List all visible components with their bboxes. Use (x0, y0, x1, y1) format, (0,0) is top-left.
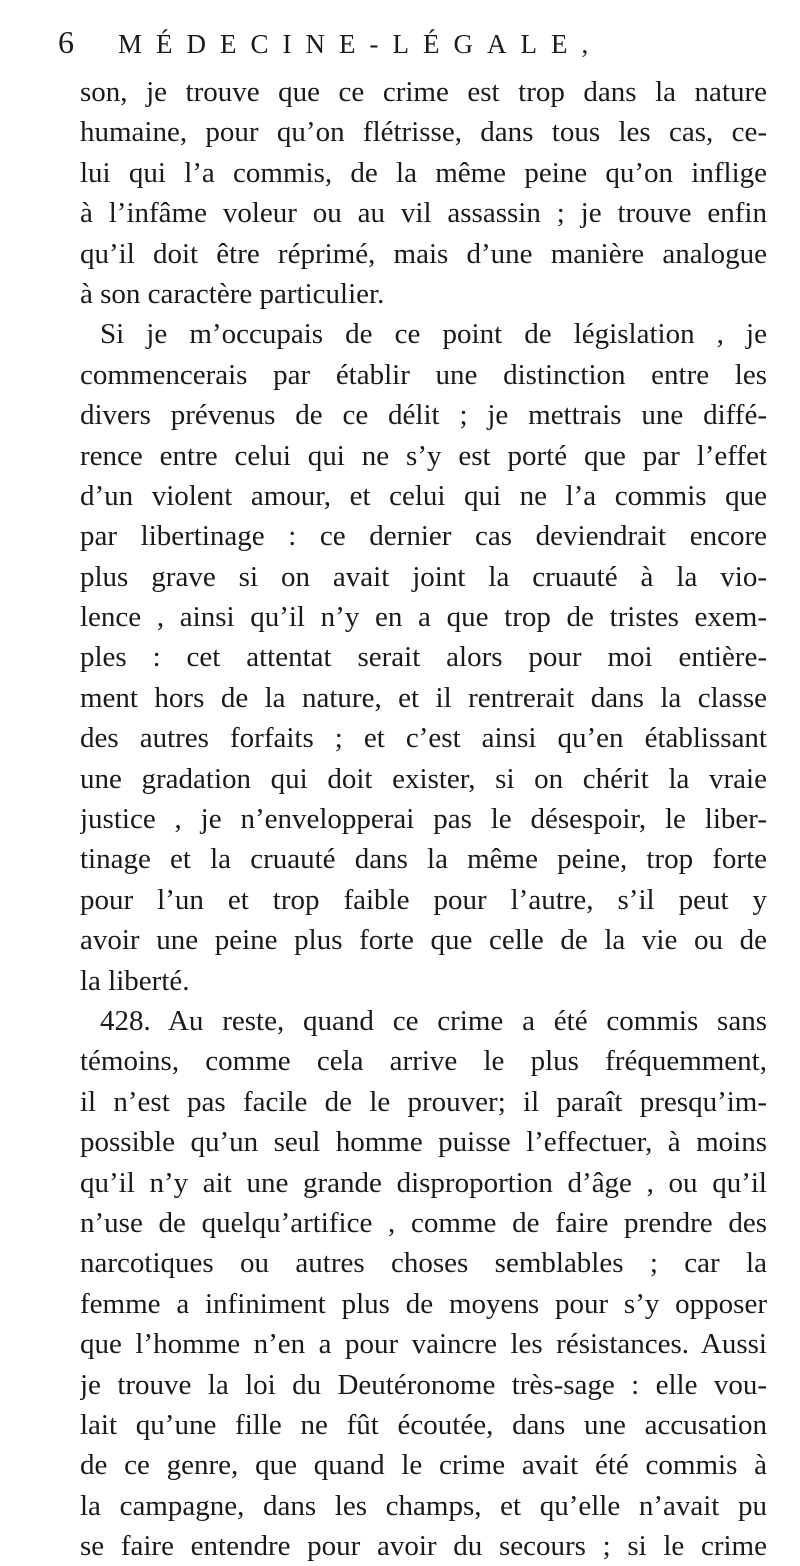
text-line: une gradation qui doit exister, si on chérit la vraie (80, 762, 767, 795)
text-line: 428. Au reste, quand ce crime a été commis sans (100, 1004, 767, 1037)
text-line: humaine, pour qu’on flétrisse, dans tous les cas, ce- (80, 116, 767, 149)
text-line: à l’infâme voleur ou au vil assassin ; je trouve enfin (80, 197, 767, 230)
text-line: divers prévenus de ce délit ; je mettrais une diffé- (80, 399, 767, 432)
text-line: ples : cet attentat serait alors pour moi entière- (80, 641, 767, 674)
text-line: lait qu’une fille ne fût écoutée, dans une accusation (80, 1408, 767, 1441)
text-line: plus grave si on avait joint la cruauté à la vio- (80, 560, 767, 593)
text-line: qu’il n’y ait une grande disproportion d’âge , ou qu’il (80, 1166, 767, 1199)
text-line: que l’homme n’en a pour vaincre les résistances. Aussi (80, 1328, 767, 1361)
text-line: la campagne, dans les champs, et qu’elle n’avait pu (80, 1489, 767, 1522)
page-number: 6 (58, 24, 74, 60)
text-line: par libertinage : ce dernier cas deviendrait encore (80, 520, 767, 553)
text-line: n’use de quelqu’artifice , comme de faire prendre des (80, 1206, 767, 1239)
text-line: témoins, comme cela arrive le plus fréquemment, (80, 1045, 767, 1078)
running-head (58, 14, 758, 70)
running-title: MÉDECINE-LÉGALE, (118, 29, 603, 59)
text-line: avoir une peine plus forte que celle de la vie ou de (80, 924, 767, 957)
text-line: je trouve la loi du Deutéronome très-sage : elle vou- (80, 1368, 767, 1401)
text-line: Si je m’occupais de ce point de législation , je (100, 318, 767, 351)
text-line: ment hors de la nature, et il rentrerait dans la classe (80, 681, 767, 714)
text-line: la liberté. (80, 964, 190, 997)
text-line: lui qui l’a commis, de la même peine qu’on inflige (80, 156, 767, 189)
text-line: de ce genre, que quand le crime avait été commis à (80, 1449, 767, 1482)
text-line: rence entre celui qui ne s’y est porté que par l’effet (80, 439, 767, 472)
text-line: tinage et la cruauté dans la même peine, trop forte (80, 843, 767, 876)
text-line: d’un violent amour, et celui qui ne l’a commis que (80, 479, 767, 512)
text-line: narcotiques ou autres choses semblables ; car la (80, 1247, 767, 1280)
text-line: à son caractère particulier. (80, 277, 385, 310)
text-line: se faire entendre pour avoir du secours ; si le crime (80, 1530, 767, 1563)
text-line: des autres forfaits ; et c’est ainsi qu’en établissant (80, 722, 767, 755)
text-line: qu’il doit être réprimé, mais d’une manière analogue (80, 237, 767, 270)
text-line: justice , je n’envelopperai pas le désespoir, le liber- (80, 803, 767, 836)
text-line: son, je trouve que ce crime est trop dans la nature (80, 76, 767, 108)
text-line: possible qu’un seul homme puisse l’effectuer, à moins (80, 1126, 767, 1159)
text-line: femme a infiniment plus de moyens pour s’y opposer (80, 1287, 767, 1320)
text-line: lence , ainsi qu’il n’y en a que trop de tristes exem- (80, 601, 767, 634)
text-line: commencerais par établir une distinction entre les (80, 358, 767, 391)
text-line: il n’est pas facile de le prouver; il paraît presqu’im- (80, 1085, 767, 1118)
text-line: pour l’un et trop faible pour l’autre, s’il peut y (80, 883, 767, 916)
body-text (80, 72, 767, 1566)
